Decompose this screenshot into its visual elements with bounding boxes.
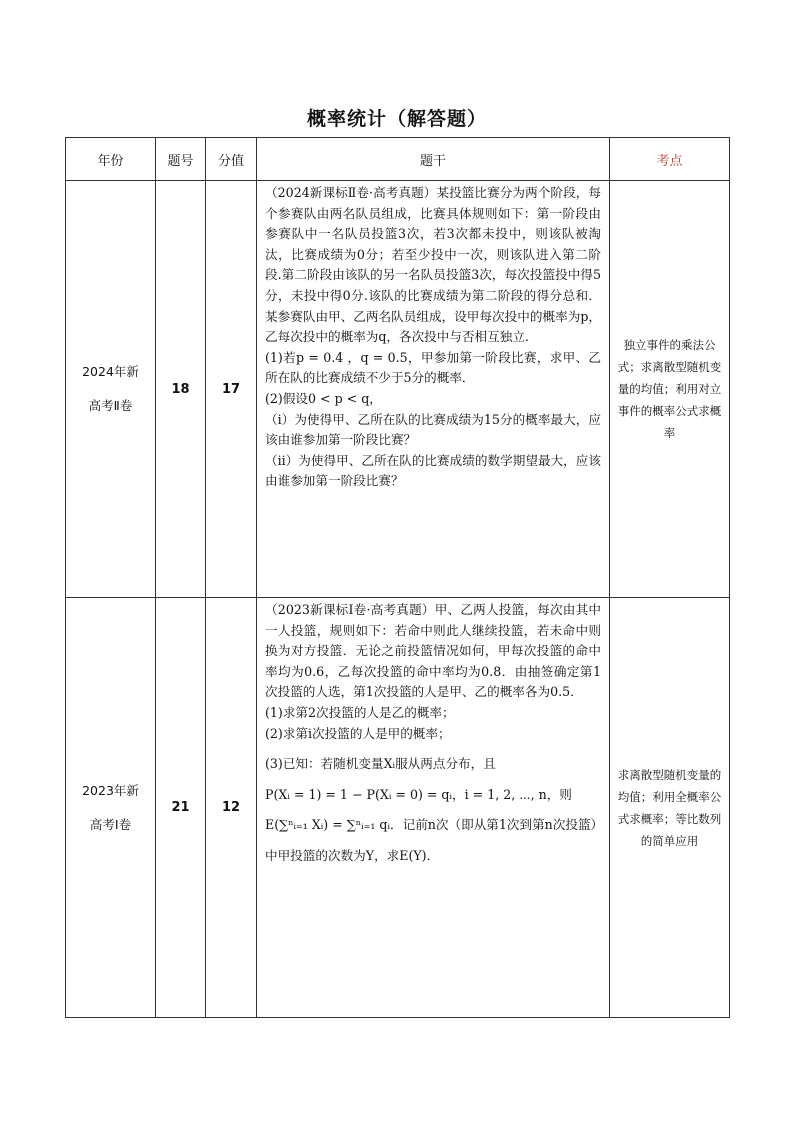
score-cell: 17 bbox=[206, 181, 257, 598]
year-line-1: 2023年新 bbox=[82, 782, 139, 798]
stem-formula: E(∑ⁿᵢ₌₁ Xᵢ) = ∑ⁿᵢ₌₁ qᵢ．记前n次（即从第1次到第n次投篮） bbox=[265, 817, 604, 833]
stem-paragraph: （i）为使得甲、乙所在队的比赛成绩为15分的概率最大，应该由谁参加第一阶段比赛？ bbox=[265, 411, 601, 448]
stem-cell bbox=[257, 598, 610, 1018]
year-cell bbox=[66, 598, 156, 1018]
number-cell: 18 bbox=[156, 181, 206, 598]
year-line-2: 高考Ⅱ卷 bbox=[88, 398, 133, 413]
header-score: 分值 bbox=[206, 138, 257, 181]
header-key-points: 考点 bbox=[610, 138, 730, 181]
key-points-cell: 独立事件的乘法公式；求离散型随机变量的均值；利用对立事件的概率公式求概率 bbox=[610, 181, 730, 598]
question-table bbox=[65, 137, 730, 1018]
stem-paragraph: (2)假设0 < p < q， bbox=[265, 390, 382, 406]
header-stem: 题干 bbox=[257, 138, 610, 181]
year-line-2: 高考Ⅰ卷 bbox=[89, 816, 132, 832]
stem-paragraph: （2024新课标Ⅱ卷·高考真题）某投篮比赛分为两个阶段，每个参赛队由两名队员组成，比赛具体规则如下：第一阶段由参赛队中一名队员投篮3次，若3次都未投中，则该队被淘汰，比赛成绩为0分；若至少投中一次，则该队进入第二阶段.第二阶段由该队的另一名队员投篮3次，每次投篮投中得5分，未投中得0分.该队的比赛成绩为第二阶段的得分总和．某参赛队由甲、乙两名队员组成，设甲每次投中的概率为p，乙每次投中的概率为q，各次投中与否相互独立. bbox=[265, 185, 601, 345]
stem-paragraph: (1)若p = 0.4 ，q = 0.5，甲参加第一阶段比赛，求甲、乙所在队的比赛成绩不少于5分的概率． bbox=[265, 349, 601, 386]
stem-formula: P(Xᵢ = 1) = 1 − P(Xᵢ = 0) = qᵢ，i = 1, 2, ⋯, n，则 bbox=[265, 786, 572, 802]
key-points-cell: 求离散型随机变量的均值；利用全概率公式求概率；等比数列的简单应用 bbox=[610, 598, 730, 1018]
stem-paragraph: (2)求第i次投篮的人是甲的概率； bbox=[265, 725, 451, 741]
table-row bbox=[66, 598, 730, 1018]
number-cell: 21 bbox=[156, 598, 206, 1018]
stem-paragraph: (3)已知：若随机变量Xᵢ服从两点分布，且 bbox=[265, 756, 496, 772]
header-row bbox=[66, 138, 730, 181]
stem-cell bbox=[257, 181, 610, 598]
stem-paragraph: (1)求第2次投篮的人是乙的概率； bbox=[265, 704, 455, 720]
stem-paragraph: （2023新课标Ⅰ卷·高考真题）甲、乙两人投篮，每次由其中一人投篮，规则如下：若命中则此人继续投篮，若未命中则换为对方投篮．无论之前投篮情况如何，甲每次投篮的命中率均为0.6，乙每次投篮的命中率均为0.8．由抽签确定第1次投篮的人选，第1次投篮的人是甲、乙的概率各为0.5． bbox=[265, 602, 601, 700]
stem-paragraph: （ii）为使得甲、乙所在队的比赛成绩的数学期望最大，应该由谁参加第一阶段比赛？ bbox=[265, 452, 601, 489]
score-cell: 12 bbox=[206, 598, 257, 1018]
header-year: 年份 bbox=[66, 138, 156, 181]
year-line-1: 2024年新 bbox=[82, 364, 139, 380]
stem-paragraph: 中甲投篮的次数为Y，求E(Y)． bbox=[265, 847, 440, 863]
year-cell bbox=[66, 181, 156, 598]
table-row bbox=[66, 181, 730, 598]
header-number: 题号 bbox=[156, 138, 206, 181]
page-title: 概率统计（解答题） bbox=[306, 108, 487, 130]
